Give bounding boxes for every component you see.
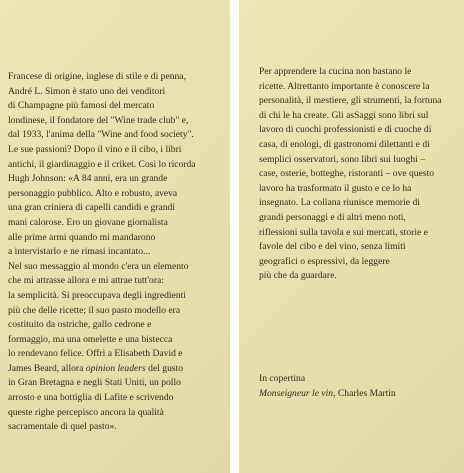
text-line: mani calorose. Ero un giovane giornalista — [8, 216, 168, 228]
cover-credit-label: In copertina — [259, 373, 306, 384]
left-flap-page — [0, 0, 230, 473]
text-line: la semplicità. Si preoccupava degli ingredienti — [8, 289, 186, 301]
text-line: a intervistarlo e ne rimasi incantato... — [8, 246, 151, 258]
cover-artwork-title: Monseigneur le vin — [259, 387, 334, 399]
text-line-opinion-leaders — [8, 362, 230, 377]
text-line: Francese di origine, inglese di stile e di penna, — [8, 71, 186, 82]
author-biography-text — [8, 70, 230, 435]
cover-credit-line — [259, 387, 396, 402]
text-line: semplici osservatori, sono libri sui luoghi – — [259, 153, 426, 165]
text-line: in Gran Bretagna e negli Stati Uniti, un pollo — [8, 377, 181, 389]
text-line: antichi, il giardinaggio e il criket. Così lo ricorda — [8, 158, 196, 170]
right-flap-page — [239, 0, 464, 473]
text-line: insegnato. La collana riunisce memorie di — [259, 197, 420, 209]
text-line: Le sue passioni? Dopo il vino e il cibo, i libri — [8, 143, 182, 155]
text-line: lavoro di cuochi professionisti e di cuoche di — [259, 124, 432, 136]
text-line: sacramentale di quel pasto». — [8, 421, 117, 433]
text-line: casa, di enologi, di gastronomi dilettanti e di — [259, 138, 430, 150]
text-line: lo rendevano felice. Offrì a Elisabeth David e — [8, 348, 183, 360]
text-line: di chi le ha create. Gli asSaggi sono libri sul — [259, 109, 429, 121]
text-line: case, osterie, botteghe, ristoranti – ove questo — [259, 168, 435, 180]
italic-phrase: opinion leaders — [85, 362, 146, 374]
text-line: lavoro ha trasformato il gusto e ce lo ha — [259, 182, 412, 194]
text-line: formaggio, ma una omelette e una bistecca — [8, 333, 173, 345]
cover-credits — [259, 372, 396, 401]
text-line: riflessioni sulla tavola e sui mercati, storie e — [259, 226, 428, 238]
text-line: più che da guardare. — [259, 270, 337, 282]
text-line: di Champagne più famosi del mercato — [8, 100, 155, 112]
text-line: una gran criniera di capelli candidi e grandi — [8, 202, 176, 214]
text-line: favole del cibo e del vino, senza limiti — [259, 241, 406, 253]
text-line: grandi personaggi e di altri meno noti, — [259, 211, 406, 223]
text-line: personaggio pubblico. Alto e robusto, aveva — [8, 187, 178, 199]
text-line: Nel suo messaggio al mondo c'era un elemento — [8, 260, 189, 272]
text-line: arrosto e una bottiglia di Lafite e scrivendo — [8, 392, 174, 404]
text-line: più che delle ricette; il suo pasto modello era — [8, 304, 181, 316]
cover-artist-name: , Charles Martin — [333, 387, 396, 399]
text-fragment: James Beard, allora — [8, 362, 86, 374]
text-line: costituito da ostriche, gallo cedrone e — [8, 319, 152, 331]
text-line: che mi attrasse allora e mi attrae tutt'ora: — [8, 275, 164, 287]
text-line: geografici o espressivi, da leggere — [259, 255, 390, 267]
text-line: londinese, il fondatore del "Wine trade club" e, — [8, 114, 189, 126]
text-line: personalità, il mestiere, gli strumenti, la fortuna — [259, 95, 442, 107]
text-line: alle prime armi quando mi mandarono — [8, 231, 156, 243]
text-line: Per apprendere la cucina non bastano le — [259, 66, 412, 77]
series-description-text — [259, 65, 464, 284]
text-line: ricette. Altrettanto importante è conoscere la — [259, 80, 430, 92]
text-line: André L. Simon è stato uno dei venditori — [8, 85, 166, 97]
text-line: Hugh Johnson: «A 84 anni, era un grande — [8, 173, 168, 185]
text-line: queste righe percepisco ancora la qualità — [8, 406, 164, 418]
text-line: dal 1933, l'anima della "Wine and food society". — [8, 129, 194, 141]
text-fragment: del gusto — [145, 362, 184, 374]
